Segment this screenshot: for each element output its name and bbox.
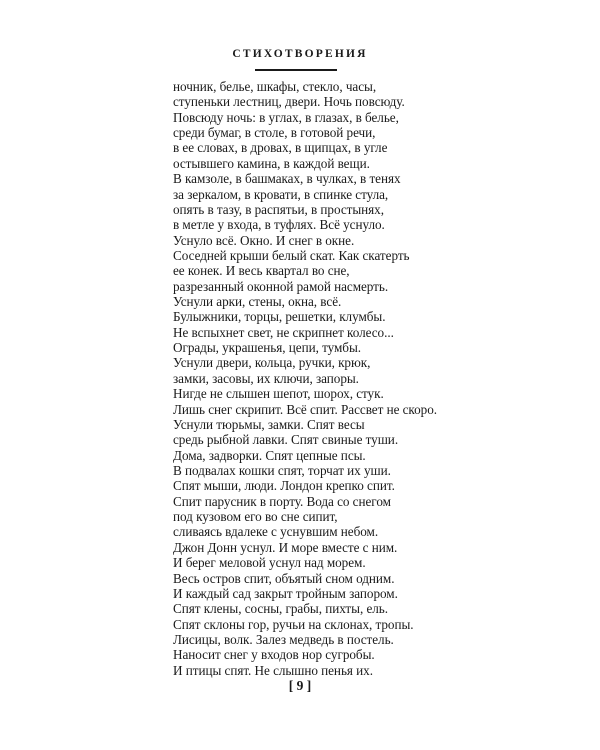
poem-line: остывшего камина, в каждой вещи. <box>173 155 370 171</box>
poem-line: Нигде не слышен шепот, шорох, стук. <box>173 386 384 402</box>
poem-line: И птицы спят. Не слышно пенья их. <box>173 662 373 678</box>
poem-line: В камзоле, в башмаках, в чулках, в тенях <box>173 171 401 187</box>
poem-line: опять в тазу, в распятьи, в простынях, <box>173 201 384 217</box>
poem-line: Соседней крыши белый скат. Как скатерть <box>173 247 410 263</box>
poem-line: ступеньки лестниц, двери. Ночь повсюду. <box>173 94 405 110</box>
running-header <box>0 44 600 62</box>
poem-line: Лисицы, волк. Залез медведь в постель. <box>173 631 394 647</box>
poem-line: средь рыбной лавки. Спят свиные туши. <box>173 432 399 448</box>
header-divider <box>255 69 337 71</box>
poem-line: среди бумаг, в столе, в готовой речи, <box>173 125 376 141</box>
poem-line: Дома, задворки. Спят цепные псы. <box>173 447 366 463</box>
poem-line: И каждый сад закрыт тройным запором. <box>173 585 398 601</box>
poem-line: Спят склоны гор, ручьи на склонах, тропы. <box>173 616 414 632</box>
poem-line: Булыжники, торцы, решетки, клумбы. <box>173 309 386 325</box>
poem-line: В подвалах кошки спят, торчат их уши. <box>173 462 391 478</box>
poem-line: Уснули тюрьмы, замки. Спят весы <box>173 416 365 432</box>
poem-line: Наносит снег у входов нор сугробы. <box>173 647 375 663</box>
poem-line: Лишь снег скрипит. Всё спит. Рассвет не скоро. <box>173 401 437 417</box>
poem-line: И берег меловой уснул над морем. <box>173 555 366 571</box>
poem-line: Весь остров спит, объятый сном одним. <box>173 570 395 586</box>
poem-line: сливаясь вдалеке с уснувшим небом. <box>173 524 379 540</box>
poem-line: ее конек. И весь квартал во сне, <box>173 263 350 279</box>
poem-line: Повсюду ночь: в углах, в глазах, в белье, <box>173 109 399 125</box>
poem-line: под кузовом его во сне сипит, <box>173 509 338 525</box>
section-title: СТИХОТВОРЕНИЯ <box>232 48 368 60</box>
poem-line: за зеркалом, в кровати, в спинке стула, <box>173 186 389 202</box>
poem-line: Джон Донн уснул. И море вместе с ним. <box>173 539 398 555</box>
poem-line: ночник, белье, шкафы, стекло, часы, <box>173 79 377 94</box>
poem-line: замки, засовы, их ключи, запоры. <box>173 370 359 386</box>
poem-line: Ограды, украшенья, цепи, тумбы. <box>173 340 362 356</box>
poem-line: в ее словах, в дровах, в щипцах, в угле <box>173 140 388 156</box>
poem-line: Уснули арки, стены, окна, всё. <box>173 294 342 310</box>
poem-line: в метле у входа, в туфлях. Всё уснуло. <box>173 217 385 233</box>
poem-line: Спят мыши, люди. Лондон крепко спит. <box>173 478 395 494</box>
poem-text <box>173 79 473 678</box>
poem-line: Спят клены, сосны, грабы, пихты, ель. <box>173 601 388 617</box>
poem-line: Не вспыхнет свет, не скрипнет колесо... <box>173 324 394 340</box>
poem-line: Спит парусник в порту. Вода со снегом <box>173 493 391 509</box>
poem-line: Уснуло всё. Окно. И снег в окне. <box>173 232 355 248</box>
page-number: [ 9 ] <box>288 678 312 693</box>
poem-line: Уснули двери, кольца, ручки, крюк, <box>173 355 371 371</box>
poem-line: разрезанный оконной рамой насмерть. <box>173 278 389 294</box>
